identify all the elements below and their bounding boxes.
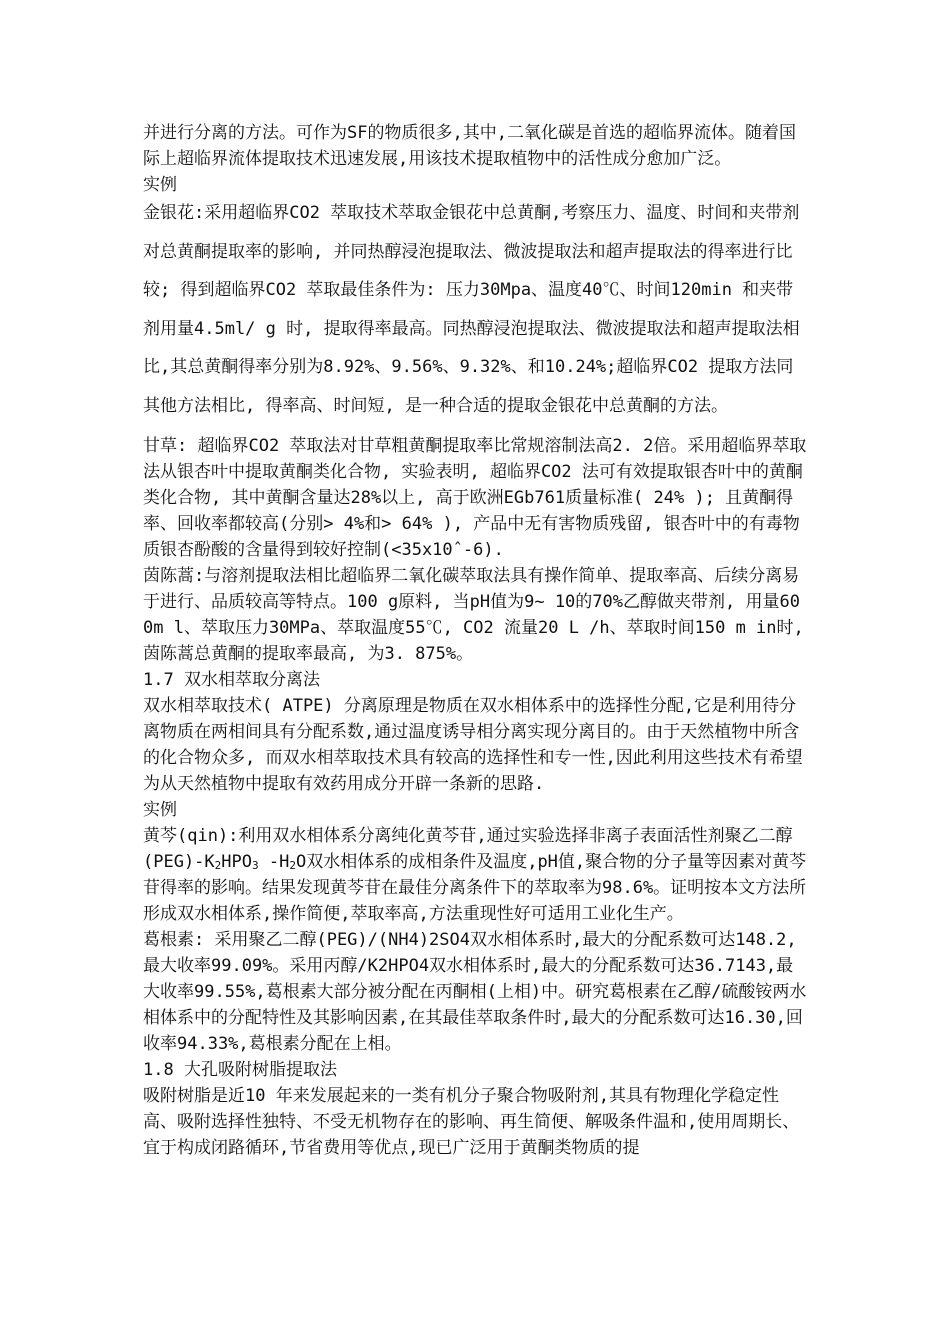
atpe-paragraph: 双水相萃取技术( ATPE) 分离原理是物质在双水相体系中的选择性分配,它是利用待分离物质在两相间具有分配系数,通过温度诱导相分离实现分离目的。由于天然植物中所含的化合物众多, 而双水相萃取技术具有较高的选择性和专一性,因此利用这些技术有希望为从天然植物中提取有效药用成分开辟一条新的思路. bbox=[143, 696, 803, 794]
yinchen-paragraph: 茵陈蒿:与溶剂提取法相比超临界二氧化碳萃取法具有操作简单、提取率高、后续分离易于进行、品质较高等特点。100 g原料, 当pH值为9~ 10的70%乙醇做夹带剂, 用量600m l、萃取压力30MPa、萃取温度55℃, CO2 流量20 L /h、萃取时间150 m in时, 茵陈蒿总黄酮的提取率最高, 为3. 875%。 bbox=[143, 566, 804, 664]
gegen-paragraph: 葛根素: 采用聚乙二醇(PEG)/(NH4)2SO4双水相体系时,最大的分配系数可达148.2,最大收率99.09%。采用丙醇/K2HPO4双水相体系时,最大的分配系数可达36.7143,最大收率99.55%,葛根素大部分被分配在丙酮相(上相)中。研究葛根素在乙醇/硫酸铵两水相体系中的分配特性及其影响因素,在其最佳萃取条件时,最大的分配系数可达16.30,回收率94.33%,葛根素分配在上相。 bbox=[143, 930, 807, 1054]
example-label: 实例 bbox=[143, 175, 177, 195]
section-heading-1-7: 1.7 双水相萃取分离法 bbox=[143, 670, 320, 690]
intro-paragraph: 并进行分离的方法。可作为SF的物质很多,其中,二氧化碳是首选的超临界流体。随着国际上超临界流体提取技术迅速发展,用该技术提取植物中的活性成分愈加广泛。 bbox=[143, 123, 796, 169]
huangqin-paragraph: 黄芩(qin):利用双水相体系分离纯化黄芩苷,通过实验选择非离子表面活性剂聚乙二醇$(PEG)-K_2HPO_3$ $-H_2O$双水相体系的成相条件及温度,pH值,聚合物的分子量等因素对黄芩苷得率的影响。结果发现黄芩苷在最佳分离条件下的萃取率为98.6%。证明按本文方法所形成双水相体系,操作简便,萃取率高,方法重现性好可适用工业化生产。 bbox=[143, 826, 807, 924]
section-heading-1-8: 1.8 大孔吸附树脂提取法 bbox=[143, 1060, 337, 1080]
document-page bbox=[143, 120, 808, 1161]
example-label: 实例 bbox=[143, 800, 177, 820]
resin-paragraph: 吸附树脂是近10 年来发展起来的一类有机分子聚合物吸附剂,其具有物理化学稳定性高、吸附选择性独特、不受无机物存在的影响、再生简便、解吸条件温和,使用周期长、宜于构成闭路循环,节省费用等优点,现已广泛用于黄酮类物质的提 bbox=[143, 1086, 800, 1158]
gancao-paragraph: 甘草: 超临界CO2 萃取法对甘草粗黄酮提取率比常规溶制法高2. 2倍。采用超临界萃取法从银杏叶中提取黄酮类化合物, 实验表明, 超临界CO2 法可有效提取银杏叶中的黄酮类化合物, 其中黄酮含量达28%以上, 高于欧洲EGb761质量标准( 24% ); 且黄酮得率、回收率都较高(分别> 4%和> 64% ), 产品中无有害物质残留, 银杏叶中的有毒物质银杏酚酸的含量得到较好控制(<35x10ˆ-6). bbox=[143, 436, 807, 560]
jinyinhua-paragraph: 金银花:采用超临界CO2 萃取技术萃取金银花中总黄酮,考察压力、温度、时间和夹带剂对总黄酮提取率的影响, 并同热醇浸泡提取法、微波提取法和超声提取法的得率进行比较; 得到超临界CO2 萃取最佳条件为: 压力30Mpa、温度40℃、时间120min 和夹带剂用量4.5ml/ g 时, 提取得率最高。同热醇浸泡提取法、微波提取法和超声提取法相比,其总黄酮得率分别为8.92%、9.56%、9.32%、和10.24%;超临界CO2 提取方法同其他方法相比, 得率高、时间短, 是一种合适的提取金银花中总黄酮的方法。 bbox=[143, 203, 800, 416]
spacer bbox=[143, 425, 808, 433]
